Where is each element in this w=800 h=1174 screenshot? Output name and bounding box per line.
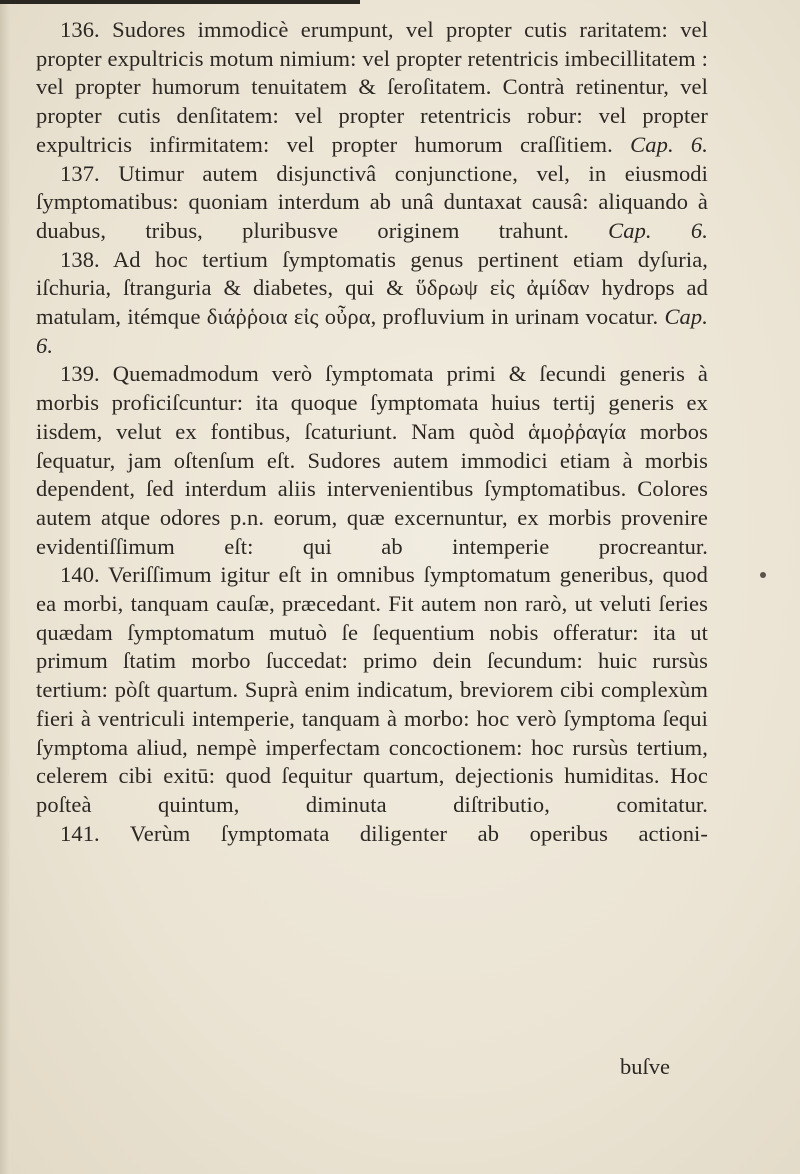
page-gutter [0,0,10,1174]
paragraph-136 [36,16,708,160]
paragraph-text: Ad hoc tertium ſymptomatis genus pertinent etiam dyſuria, iſchuria, ſtranguria & diabetes, qui & ὕδρωψ εἰς ἀμίδαν hydrops ad matulam, itémque διάῤῥοια εἰς οὖρα, profluvium in urinam vocatur. [36,246,709,330]
paragraph-number: 137. [60,160,100,186]
paragraph-140 [36,561,708,819]
catchword: buſve [620,1054,670,1079]
page-text [36,16,708,848]
paragraph-number: 139. [60,361,100,387]
paragraph-text: Veriſſimum igitur eſt in omnibus ſymptomatum generibus, quod ea morbi, tanquam cauſæ, præcedant. Fit autem non rarò, ut veluti ſeries quædam ſymptomatum mutuò ſe ſequentium nobis offeratur: ita ut primum ſtatim morbo ſuccedat: primo dein ſecundum: huic rursùs tertium: pòſt quartum. Suprà enim indicatum, breviorem cibi complexùm fieri à ventriculi intemperie, tanquam à morbo: hoc verò ſymptoma ſequi ſymptoma aliud, nempè imperfectam concoctionem: hoc rursùs tertium, celerem cibi exitū: quod ſequitur quartum, dejectionis humiditas. Hoc poſteà quintum, diminuta diſtributio, comitatur. [36,562,708,817]
paragraph-text: Verùm ſymptomata diligenter ab operibus actioni- [129,820,708,846]
paragraph-number: 140. [60,562,100,588]
ink-speck [760,572,766,578]
chapter-reference: Cap. 6. [36,304,708,358]
paragraph-138 [36,246,708,361]
paragraph-139 [36,360,708,561]
paragraph-text: Utimur autem disjunctivâ conjunctione, vel, in eiusmodi ſymptomatibus: quoniam interdum ab unâ duntaxat causâ: aliquando à duabus, tribus, pluribusve originem trahunt. [36,160,708,243]
paragraph-141 [36,820,708,849]
chapter-reference: Cap. 6. [630,131,708,157]
paragraph-number: 136. [60,17,100,42]
paragraph-137 [36,160,708,246]
paragraph-number: 141. [60,820,100,846]
chapter-reference: Cap. 6. [608,217,708,243]
paragraph-text: Sudores immodicè erumpunt, vel propter cutis raritatem: vel propter expultricis motum nimium: vel propter retentricis imbecillitatem : vel propter humorum tenuitatem & ſeroſitatem. Contrà retinentur, vel propter cutis denſitatem: vel propter retentricis robur: vel propter expultricis infirmitatem: vel propter humorum craſſitiem. [36,17,708,157]
paragraph-number: 138. [60,246,100,272]
top-rule [0,0,360,4]
paragraph-text: Quemadmodum verò ſymptomata primi & ſecundi generis à morbis proficiſcuntur: ita quoque ſymptomata huius tertij generis ex iisdem, velut ex fontibus, ſcaturiunt. Nam quòd ἁμοῤῥαγία morbos ſequatur, jam oſtenſum eſt. Sudores autem immodici etiam à morbis dependent, ſed interdum aliis intervenientibus ſymptomatibus. Colores autem atque odores p.n. eorum, quæ excernuntur, ex morbis provenire evidentiſſimum eſt: qui ab intemperie procreantur. [36,361,708,559]
